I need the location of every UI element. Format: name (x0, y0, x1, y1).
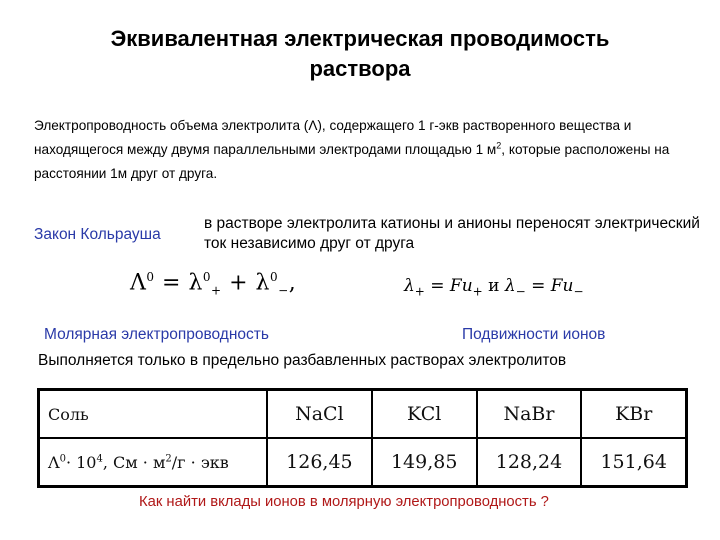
table-value-cell: 126,45 (267, 438, 372, 485)
kohlrausch-law-label: Закон Кольрауша (34, 226, 161, 243)
conductivity-table-grid (40, 391, 685, 485)
definition-text-part2: , которые расположены на расстоянии 1м друг от друга. (34, 142, 670, 181)
table-value-cell: 128,24 (477, 438, 582, 485)
table-row-label (40, 438, 267, 485)
table-header-row (40, 391, 685, 438)
row-label-unit-sup: 2 (165, 453, 172, 465)
page-title (60, 24, 660, 84)
table-value-cell: 151,64 (581, 438, 685, 485)
kohlrausch-law-statement: в растворе электролита катионы и анионы переносят электрический ток независимо друг от друга (204, 215, 700, 252)
ion-mobility-formula (404, 276, 584, 298)
table-value-cell: 149,85 (372, 438, 477, 485)
mobility-fu-plus: = Fu (424, 276, 473, 296)
title-line-2: раствора (309, 56, 411, 81)
validity-condition: Выполняется только в предельно разбавленных растворах электролитов (38, 352, 567, 369)
row-label-lambda-sup: 0 (59, 453, 66, 465)
row-label-factor-sup: 4 (96, 453, 103, 465)
mobility-fu-plus-sub: + (472, 284, 483, 299)
definition-text-part1: Электропроводность объема электролита (Λ), содержащего 1 г-экв растворенного вещества и находящегося между двумя параллельными электродами площадью 1 м (34, 118, 632, 157)
definition-superscript: 2 (496, 140, 502, 151)
mobility-fu-minus-sub: − (573, 284, 584, 299)
mobility-lambda-minus-sub: − (515, 284, 526, 299)
formula-lambda-minus-sub: − (278, 283, 289, 298)
formula-equals: = (154, 270, 189, 296)
conductivity-table (37, 388, 688, 488)
mobility-fu-minus: = Fu (525, 276, 574, 296)
table-header-cell: Соль (40, 391, 267, 438)
formula-plus: + (221, 270, 256, 296)
mobility-lambda-minus: λ (504, 276, 516, 296)
formula-lambda-0: Λ (130, 270, 147, 296)
formula-lambda-plus: λ (188, 270, 203, 296)
definition-paragraph (34, 114, 694, 186)
mobility-lambda-plus: λ (404, 276, 415, 296)
row-label-unit-b: /г · экв (171, 452, 229, 472)
row-label-lambda: Λ (48, 452, 60, 472)
formula-lambda-plus-sup: 0 (202, 270, 212, 284)
mobility-lambda-plus-sub: + (414, 284, 425, 299)
ion-mobility-label: Подвижности ионов (462, 326, 606, 343)
mobility-and: и (482, 276, 505, 296)
formula-lambda-minus-sup: 0 (269, 270, 279, 284)
molar-conductivity-formula (130, 270, 296, 298)
formula-lambda-minus: λ (255, 270, 270, 296)
title-line-1: Эквивалентная электрическая проводимость (110, 26, 610, 51)
question-text: Как найти вклады ионов в молярную электропроводность ? (139, 494, 549, 510)
formula-lambda-plus-sub: + (211, 283, 222, 298)
table-header-cell: NaBr (477, 391, 582, 438)
formula-comma: , (288, 270, 297, 296)
molar-conductivity-label: Молярная электропроводность (44, 326, 269, 343)
table-row (40, 438, 685, 485)
row-label-unit-a: , См · м (102, 452, 166, 472)
formula-lambda-0-sup: 0 (146, 270, 155, 284)
table-header-cell: KBr (581, 391, 685, 438)
table-header-cell: NaCl (267, 391, 372, 438)
table-header-cell: KCl (372, 391, 477, 438)
row-label-factor: · 10 (65, 452, 97, 472)
